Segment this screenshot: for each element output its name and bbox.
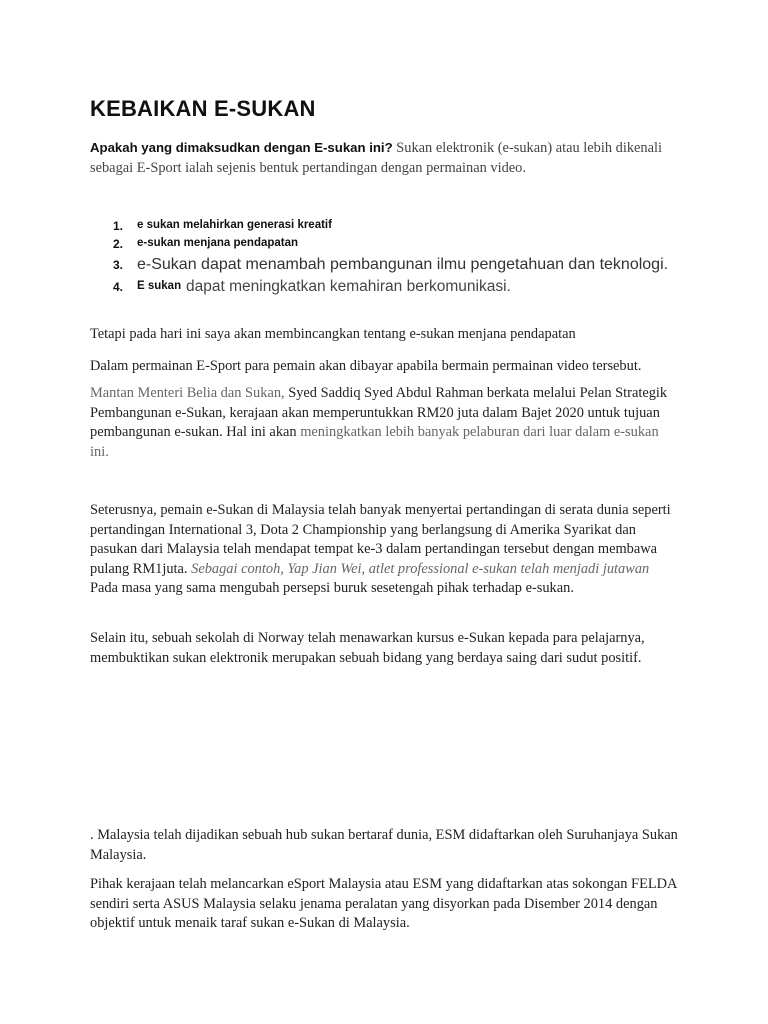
list-item-prefix: E sukan <box>137 280 182 292</box>
paragraph-esm: Pihak kerajaan telah melancarkan eSport Malaysia atau ESM yang didaftarkan atas sokongan FELDA sendiri serta ASUS Malaysia selaku jenama peralatan yang disyorkan pada Disember 2014 dengan objektif untuk menaik taraf sukan e-Sukan di Malaysia. <box>90 876 677 931</box>
paragraph-championship-a: Seterusnya, pemain e-Sukan di Malaysia telah banyak menyertai pertandingan di serata dunia seperti pertandingan International 3, Dota 2 Championship yang berlangsung di Amerika Syarikat dan pasukan dari Malaysia telah mendapat tempat ke-3 dalam pertandingan tersebut dengan membawa pulang RM1juta. <box>90 502 671 577</box>
paragraph-budget-a: Mantan Menteri Belia dan Sukan, <box>90 385 285 401</box>
intro-definition: Sukan elektronik (e-sukan) atau lebih dikenali sebagai E-Sport ialah sejenis bentuk pertandingan dengan permainan video. <box>90 140 662 176</box>
list-number: 2. <box>113 237 124 251</box>
document-title: KEBAIKAN E-SUKAN <box>90 96 316 121</box>
list-number: 4. <box>113 280 124 294</box>
paragraph-topic: Tetapi pada hari ini saya akan membincangkan tentang e-sukan menjana pendapatan <box>90 326 576 342</box>
list-item-text: dapat meningkatkan kemahiran berkomunikasi. <box>186 278 511 295</box>
intro-paragraph <box>90 138 680 178</box>
paragraph-championship <box>90 501 680 599</box>
paragraph-championship-c: Pada masa yang sama mengubah persepsi buruk sesetengah pihak terhadap e-sukan. <box>90 580 574 596</box>
paragraph-budget-c: meningkatkan lebih banyak pelaburan dari luar dalam e-sukan ini. <box>90 424 659 460</box>
paragraph-norway: Selain itu, sebuah sekolah di Norway telah menawarkan kursus e-Sukan kepada para pelajarnya, membuktikan sukan elektronik merupakan sebuah bidang yang berdaya saing dari sudut positif. <box>90 630 645 666</box>
paragraph-payment: Dalam permainan E-Sport para pemain akan dibayar apabila bermain permainan video tersebut. <box>90 358 642 374</box>
intro-question: Apakah yang dimaksudkan dengan E-sukan ini? <box>90 140 393 155</box>
paragraph-championship-example: Sebagai contoh, Yap Jian Wei, atlet professional e-sukan telah menjadi jutawan <box>191 560 650 577</box>
list-item-text: e-sukan menjana pendapatan <box>137 237 299 249</box>
paragraph-budget <box>90 384 680 462</box>
list-number: 3. <box>113 258 124 272</box>
list-item-text: e-Sukan dapat menambah pembangunan ilmu pengetahuan dan teknologi. <box>137 256 669 273</box>
paragraph-hub: . Malaysia telah dijadikan sebuah hub sukan bertaraf dunia, ESM didaftarkan oleh Suruhanjaya Sukan Malaysia. <box>90 827 678 863</box>
paragraph-budget-b: Syed Saddiq Syed Abdul Rahman berkata melalui Pelan Strategik Pembangunan e-Sukan, kerajaan akan memperuntukkan RM20 juta dalam Bajet 2020 untuk tujuan pembangunan e-sukan. Hal ini akan <box>90 385 668 440</box>
list-item-text: e sukan melahirkan generasi kreatif <box>137 219 332 231</box>
list-number: 1. <box>113 219 124 233</box>
